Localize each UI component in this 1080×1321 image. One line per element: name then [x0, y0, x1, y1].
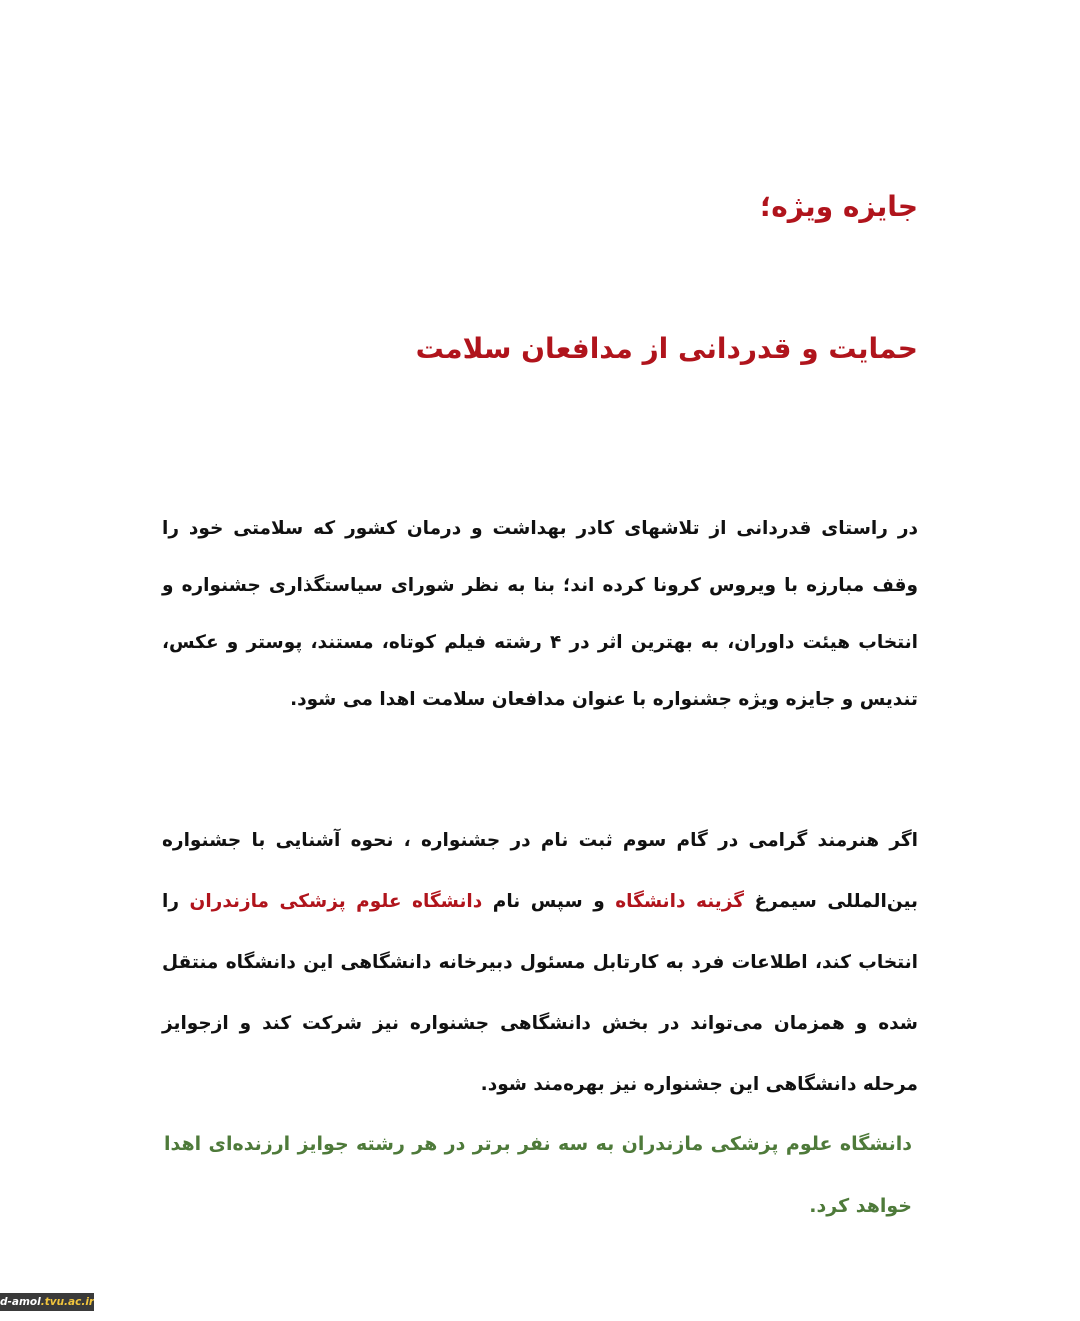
watermark-prefix: d-amol [0, 1296, 41, 1308]
registration-text-part-2: و سپس نام [482, 891, 616, 912]
prizes-announcement-paragraph: دانشگاه علوم پزشکی مازندران به سه نفر برتر در هر رشته جوایز ارزنده‌ای اهدا خواهد کرد. [164, 1133, 912, 1217]
watermark-suffix: .tvu.ac.ir [40, 1296, 94, 1308]
university-registration-paragraph [162, 810, 918, 1115]
registration-text-part-1: اگر هنرمند گرامی در گام سوم ثبت نام در جشنواره ، نحوه آشنایی با جشنواره بین‌المللی سیمرغ [162, 830, 918, 912]
health-defenders-heading: حمایت و قدردانی از مدافعان سلامت [415, 332, 918, 365]
special-prize-heading: جایزه ویژه؛ [760, 190, 918, 223]
university-option-highlight: گزینه دانشگاه [615, 891, 744, 912]
registration-text-part-3: را انتخاب کند، اطلاعات فرد به کارتابل مسئول دبیرخانه دانشگاهی این دانشگاه منتقل شده و همزمان می‌تواند در بخش دانشگاهی جشنواره نیز شرکت کند و ازجوایز مرحله دانشگاهی این جشنواره نیز بهره‌مند شود. [162, 891, 918, 1095]
university-name-highlight: دانشگاه علوم پزشکی مازندران [189, 891, 483, 912]
health-defenders-paragraph: در راستای قدردانی از تلاشهای کادر بهداشت و درمان کشور که سلامتی خود را وقف مبارزه با ویروس کرونا کرده اند؛ بنا به نظر شورای سیاستگذاری جشنواره و انتخاب هیئت داوران، به بهترین اثر در ۴ رشته فیلم کوتاه، مستند، پوستر و عکس، تندیس و جایزه ویژه جشنواره با عنوان مدافعان سلامت اهدا می شود. [162, 518, 919, 710]
site-watermark [0, 1293, 94, 1311]
